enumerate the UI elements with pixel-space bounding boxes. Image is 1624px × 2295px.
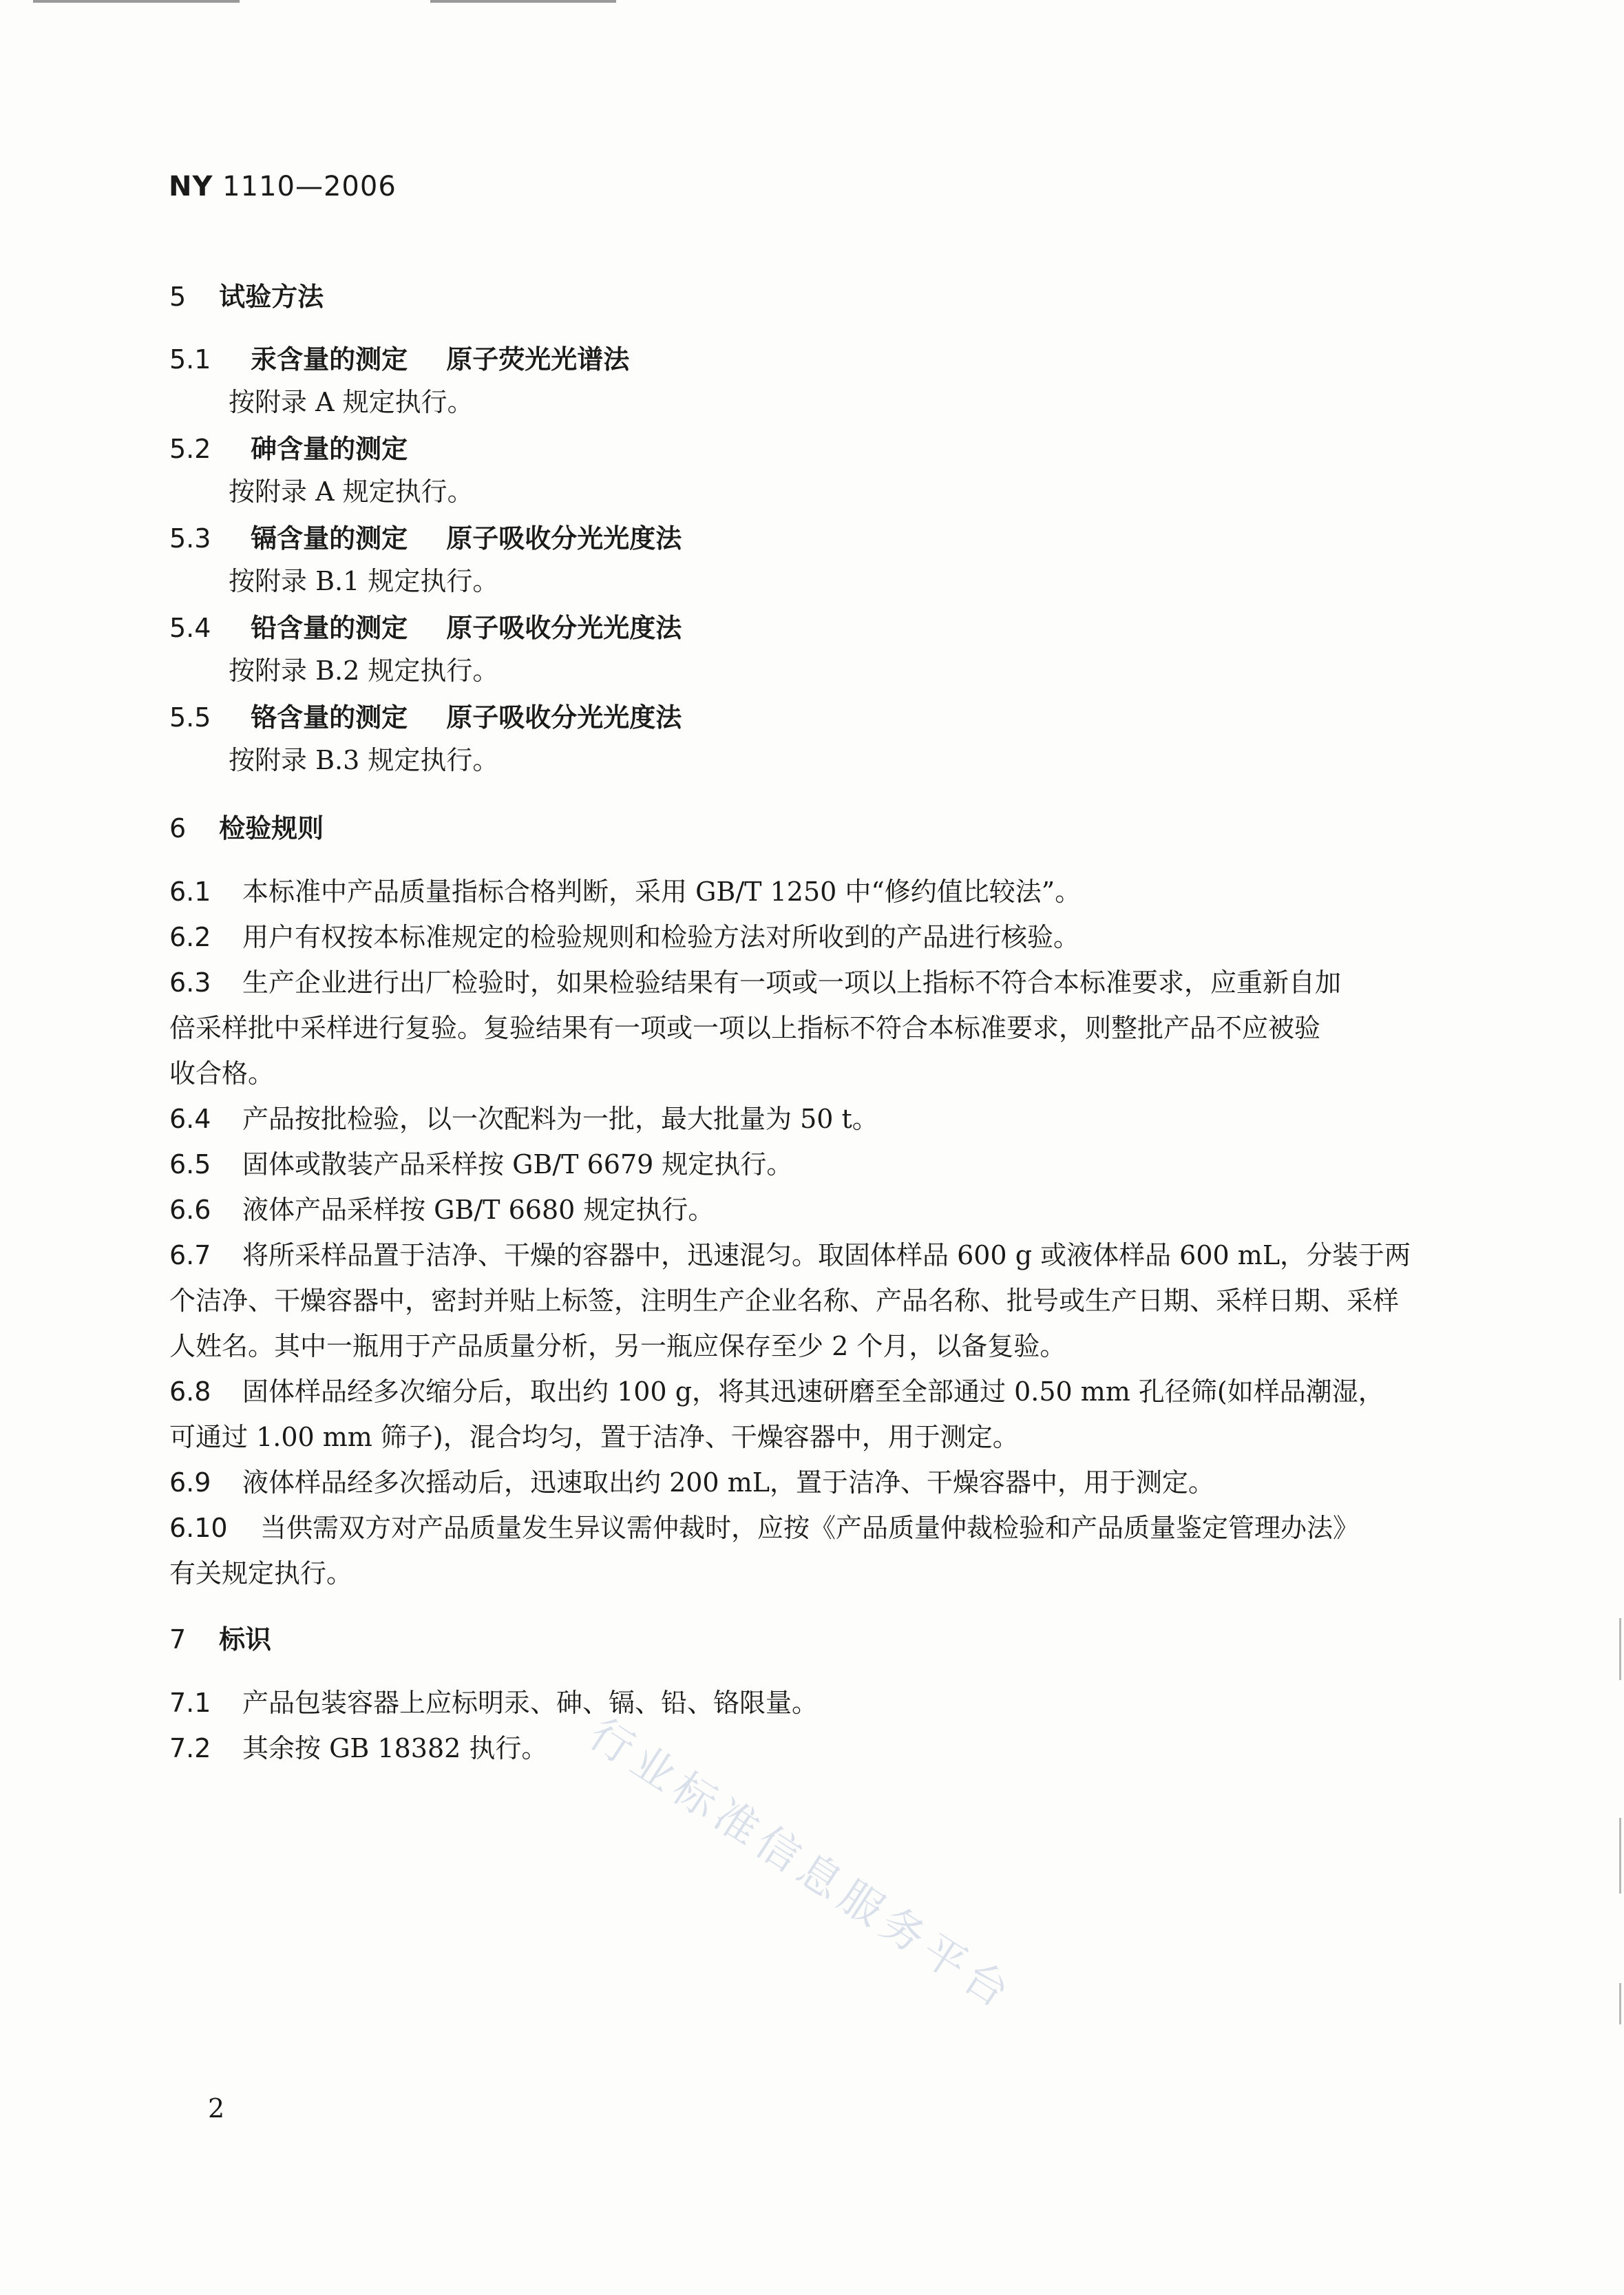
clause-text-continued: 倍采样批中采样进行复验。复验结果有一项或一项以上指标不符合本标准要求，则整批产品不应被验: [169, 1013, 1321, 1043]
clause-title: 镉含量的测定: [251, 523, 408, 554]
clause-body: 按附录 B.1 规定执行。: [229, 566, 499, 596]
clause-5-5: [169, 695, 1457, 785]
clause-body: 按附录 A 规定执行。: [229, 476, 474, 507]
clause-body: 按附录 B.2 规定执行。: [229, 656, 499, 686]
clause-text-continued: 可通过 1.00 mm 筛子)，混合均匀，置于洁净、干燥容器中，用于测定。: [169, 1422, 1019, 1452]
section-title: 标识: [219, 1624, 272, 1655]
clause-6-4: [169, 1096, 1457, 1142]
clause-title: 铅含量的测定: [251, 613, 408, 643]
clause-number: 5.1: [169, 344, 211, 375]
clause-5-2: [169, 427, 1457, 516]
section-number: 5: [169, 282, 187, 312]
standard-prefix: NY: [169, 171, 213, 202]
clause-text: 其余按 GB 18382 执行。: [242, 1733, 548, 1763]
section-5-heading: [169, 274, 1457, 319]
clause-number: 7.1: [169, 1688, 211, 1718]
clause-6-2: [169, 914, 1457, 960]
clause-6-6: [169, 1187, 1457, 1233]
clause-text: 产品包装容器上应标明汞、砷、镉、铅、铬限量。: [242, 1688, 819, 1718]
scan-dash: [1619, 1818, 1621, 1894]
section-number: 6: [169, 813, 187, 843]
clause-method: 原子荧光光谱法: [446, 344, 630, 375]
clause-title: 汞含量的测定: [251, 344, 408, 375]
clause-6-5: [169, 1142, 1457, 1187]
scan-dash: [1619, 1983, 1621, 2024]
clause-7-1: [169, 1680, 1457, 1726]
clause-number: 6.6: [169, 1195, 211, 1225]
clause-5-3: [169, 516, 1457, 606]
clause-text: 将所采样品置于洁净、干燥的容器中，迅速混匀。取固体样品 600 g 或液体样品 600 mL，分装于两: [242, 1240, 1411, 1270]
clause-body: 按附录 B.3 规定执行。: [229, 745, 499, 775]
scan-right-edge: [1614, 0, 1624, 2295]
clause-number: 5.5: [169, 702, 211, 733]
clause-6-3: [169, 960, 1457, 1096]
page-number: 2: [208, 2093, 225, 2124]
clause-number: 6.2: [169, 922, 211, 952]
clause-number: 6.4: [169, 1104, 211, 1134]
clause-title: 铬含量的测定: [251, 702, 408, 733]
clause-text-continued: 人姓名。其中一瓶用于产品质量分析，另一瓶应保存至少 2 个月，以备复验。: [169, 1331, 1066, 1361]
clause-5-4: [169, 606, 1457, 695]
clause-text: 液体样品经多次摇动后，迅速取出约 200 mL，置于洁净、干燥容器中，用于测定。: [242, 1467, 1214, 1498]
clause-6-7: [169, 1233, 1457, 1369]
clause-number: 6.5: [169, 1149, 211, 1180]
clause-text-continued: 个洁净、干燥容器中，密封并贴上标签，注明生产企业名称、产品名称、批号或生产日期、采样日期、采样: [169, 1286, 1400, 1316]
clause-6-8: [169, 1369, 1457, 1460]
clause-text-continued: 收合格。: [169, 1058, 275, 1089]
clause-number: 7.2: [169, 1733, 211, 1763]
scan-mark: [430, 0, 616, 3]
clause-text: 当供需双方对产品质量发生异议需仲裁时，应按《产品质量仲裁检验和产品质量鉴定管理办法》: [260, 1513, 1360, 1543]
clause-5-1: [169, 337, 1457, 427]
clause-number: 6.1: [169, 877, 211, 907]
clause-text: 液体产品采样按 GB/T 6680 规定执行。: [242, 1195, 715, 1225]
clause-number: 6.7: [169, 1240, 211, 1270]
standard-number: 1110—2006: [222, 171, 397, 202]
clause-text-continued: 有关规定执行。: [169, 1558, 353, 1589]
clause-text: 固体或散装产品采样按 GB/T 6679 规定执行。: [242, 1149, 793, 1180]
clause-6-10: [169, 1505, 1457, 1596]
clause-title: 砷含量的测定: [251, 434, 408, 464]
clause-number: 5.2: [169, 434, 211, 464]
clause-number: 6.10: [169, 1513, 228, 1543]
clause-number: 6.8: [169, 1376, 211, 1407]
clause-text: 产品按批检验，以一次配料为一批，最大批量为 50 t。: [242, 1104, 878, 1134]
section-number: 7: [169, 1624, 187, 1655]
section-7-heading: [169, 1617, 1457, 1662]
section-6-heading: [169, 806, 1457, 851]
scan-top-marks: [0, 0, 1624, 8]
clause-method: 原子吸收分光光度法: [446, 702, 682, 733]
standard-code: [169, 171, 397, 202]
clause-6-9: [169, 1460, 1457, 1505]
section-title: 检验规则: [219, 813, 324, 843]
clause-7-2: [169, 1726, 1457, 1771]
clause-method: 原子吸收分光光度法: [446, 613, 682, 643]
clause-number: 6.3: [169, 967, 211, 998]
section-title: 试验方法: [219, 282, 324, 312]
scan-mark: [33, 0, 240, 3]
clause-6-1: [169, 869, 1457, 914]
clause-text: 生产企业进行出厂检验时，如果检验结果有一项或一项以上指标不符合本标准要求，应重新自加: [242, 967, 1342, 998]
clause-number: 5.4: [169, 613, 211, 643]
clause-text: 用户有权按本标准规定的检验规则和检验方法对所收到的产品进行核验。: [242, 922, 1080, 952]
clause-method: 原子吸收分光光度法: [446, 523, 682, 554]
clause-body: 按附录 A 规定执行。: [229, 387, 474, 417]
clause-text: 本标准中产品质量指标合格判断，采用 GB/T 1250 中“修约值比较法”。: [242, 877, 1082, 907]
clause-number: 6.9: [169, 1467, 211, 1498]
document-body: [169, 274, 1457, 1771]
clause-text: 固体样品经多次缩分后，取出约 100 g，将其迅速研磨至全部通过 0.50 mm 孔径筛(如样品潮湿，: [242, 1376, 1384, 1407]
scan-dash: [1619, 1618, 1621, 1680]
watermark: 行业标准信息服务平台: [580, 1708, 1024, 2021]
clause-number: 5.3: [169, 523, 211, 554]
